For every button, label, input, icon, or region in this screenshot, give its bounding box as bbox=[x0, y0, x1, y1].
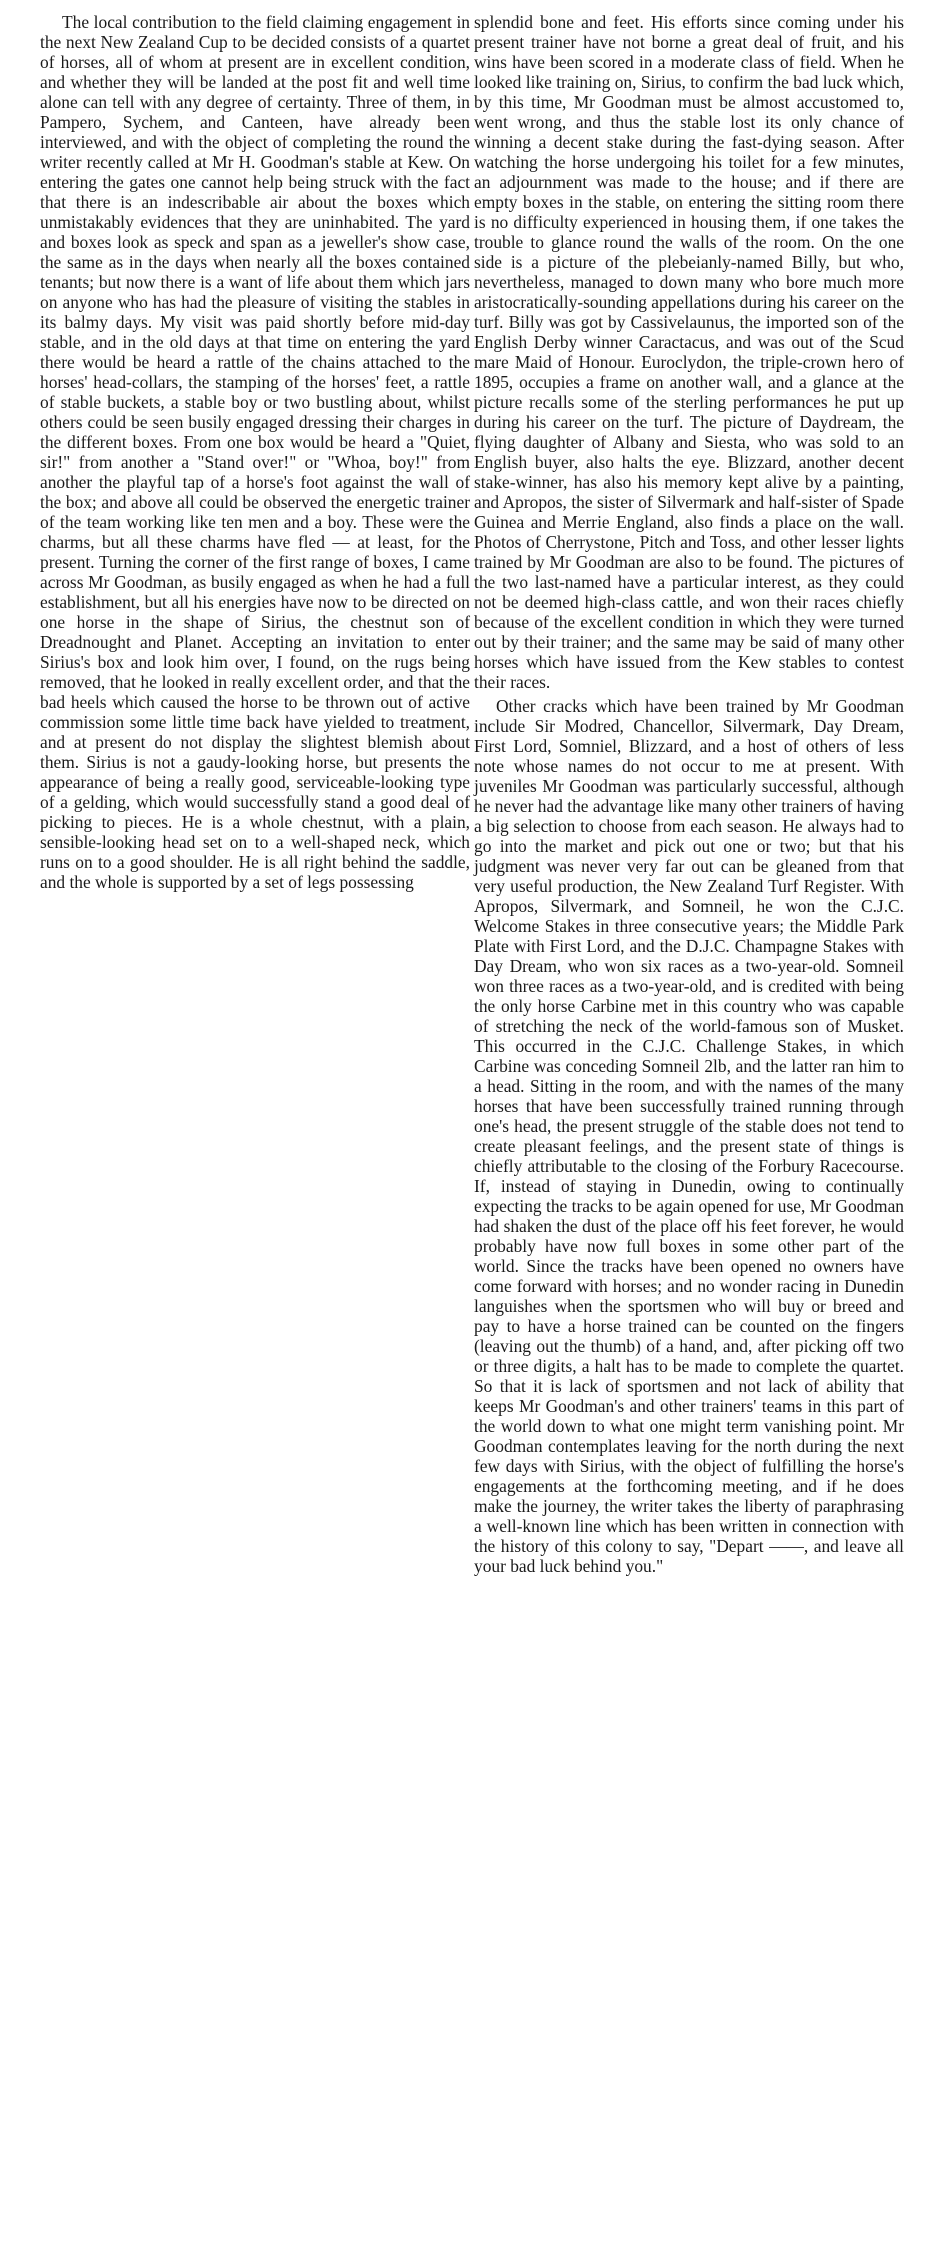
right-column bbox=[474, 12, 904, 1576]
article-paragraph-continued: splendid bone and feet. His efforts since coming under his present trainer have not borne a great deal of fruit, and his wins have been scored in a moderate class of field. When he looked like training on, Sirius, to confirm the bad luck which, by this time, Mr Goodman must be almost accustomed to, went wrong, and thus the stable lost its only chance of winning a decent stake during the fast-dying season. After watching the horse undergoing his toilet for a few minutes, an adjournment was made to the house; and if there are empty boxes in the stable, on entering the sitting room there is no difficulty experienced in housing them, if one takes the trouble to glance round the walls of the room. On the one side is a picture of the plebeianly-named Billy, but who, nevertheless, managed to down many who bore much more aristocratically-sounding appellations during his career on the turf. Billy was got by Cassivelaunus, the imported son of the English Derby winner Caractacus, and was out of the Scud mare Maid of Honour. Euroclydon, the triple-crown hero of 1895, occupies a frame on another wall, and a glance at the picture recalls some of the sterling performances he put up during his career on the turf. The picture of Daydream, the flying daughter of Albany and Siesta, who was sold to an English buyer, also halts the eye. Blizzard, another decent stake-winner, has also his memory kept alive by a painting, and Apropos, the sister of Silvermark and half-sister of Spade Guinea and Merrie England, also finds a place on the wall. Photos of Cherrystone, Pitch and Toss, and other lesser lights trained by Mr Goodman are also to be found. The pictures of the two last-named have a particular interest, as they could not be deemed high-class cattle, and won their races chiefly because of the excellent condition in which they were turned out by their trainer; and the same may be said of many other horses which have issued from the Kew stables to contest their races. bbox=[474, 12, 904, 692]
article-paragraph: The local contribution to the field claiming engagement in the next New Zealand Cup to be decided consists of a quartet of horses, all of whom at present are in excellent condition, and whether they will be landed at the post fit and well time alone can tell with any degree of certainty. Three of them, in Pampero, Sychem, and Canteen, have already been interviewed, and with the object of completing the round the writer recently called at Mr H. Goodman's stable at Kew. On entering the gates one cannot help being struck with the fact that there is an indescribable air about the boxes which unmistakably evidences that they are uninhabited. The yard and boxes look as speck and span as a jeweller's show case, the same as in the days when nearly all the boxes contained tenants; but now there is a want of life about them which jars on anyone who has had the pleasure of visiting the stables in its balmy days. My visit was paid shortly before mid-day stable, and in the old days at that time on entering the yard there would be heard a rattle of the chains attached to the horses' head-collars, the stamping of the horses' feet, a rattle of stable buckets, a stable boy or two bustling about, whilst others could be seen busily engaged dressing their charges in the different boxes. From one box would be heard a "Quiet, sir!" from another a "Stand over!" or "Whoa, boy!" from another the playful tap of a horse's foot against the wall of the box; and above all could be observed the energetic trainer of the team working like ten men and a boy. These were the charms, but all these charms have fled — at least, for the present. Turning the corner of the first range of boxes, I came across Mr Goodman, as busily engaged as when he had a full establishment, but all his energies have now to be directed on one horse in the shape of Sirius, the chestnut son of Dreadnought and Planet. Accepting an invitation to enter Sirius's box and look him over, I found, on the rugs being removed, that he looked in really excellent order, and that the bad heels which caused the horse to be thrown out of active commission some little time back have yielded to treatment, and at present do not display the slightest blemish about them. Sirius is not a gaudy-looking horse, but presents the appearance of being a really good, serviceable-looking type of a gelding, which would successfully stand a good deal of picking to pieces. He is a whole chestnut, with a plain, sensible-looking head set on to a well-shaped neck, which runs on to a good shoulder. He is all right behind the saddle, and the whole is supported by a set of legs possessing bbox=[40, 12, 470, 892]
article-paragraph: Other cracks which have been trained by Mr Goodman include Sir Modred, Chancellor, Silvermark, Day Dream, First Lord, Somniel, Blizzard, and a host of others of less note whose names do not occur to me at present. With juveniles Mr Goodman was particularly successful, although he never had the advantage like many other trainers of having a big selection to choose from each season. He always had to go into the market and pick out one or two; but that his judgment was never very far out can be gleaned from that very useful production, the New Zealand Turf Register. With Apropos, Silvermark, and Somneil, he won the C.J.C. Welcome Stakes in three consecutive years; the Middle Park Plate with First Lord, and the D.J.C. Champagne Stakes with Day Dream, who won six races as a two-year-old. Somneil won three races as a two-year-old, and is credited with being the only horse Carbine met in this country who was capable of stretching the neck of the world-famous son of Musket. This occurred in the C.J.C. Challenge Stakes, in which Carbine was conceding Somneil 2lb, and the latter ran him to a head. Sitting in the room, and with the names of the many horses that have been successfully trained running through one's head, the present struggle of the stable does not tend to create pleasant feelings, and the present state of things is chiefly attributable to the closing of the Forbury Racecourse. If, instead of staying in Dunedin, owing to continually expecting the tracks to be again opened for use, Mr Goodman had shaken the dust of the place off his feet forever, he would probably have now full boxes in some other part of the world. Since the tracks have been opened no owners have come forward with horses; and no wonder racing in Dunedin languishes when the sportsmen who will buy or breed and pay to have a horse trained can be counted on the fingers (leaving out the thumb) of a hand, and, after picking off two or three digits, a halt has to be made to complete the quartet. So that it is lack of sportsmen and not lack of ability that keeps Mr Goodman's and other trainers' teams in this part of the world down to what one might term vanishing point. Mr Goodman contemplates leaving for the north during the next few days with Sirius, with the object of fulfilling the horse's engagements at the forthcoming meeting, and if he does make the journey, the writer takes the liberty of paraphrasing a well-known line which has been written in connection with the history of this colony to say, "Depart ——, and leave all your bad luck behind you." bbox=[474, 696, 904, 1576]
left-column bbox=[40, 12, 470, 892]
